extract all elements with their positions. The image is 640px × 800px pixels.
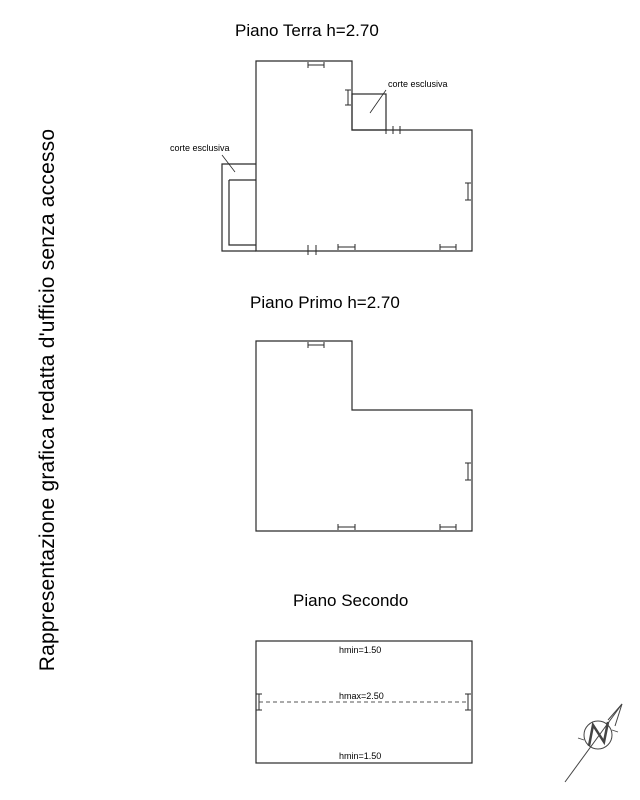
ground-floor-plan — [222, 61, 472, 255]
corte-esclusiva-right-label: corte esclusiva — [388, 79, 448, 89]
hmax-label: hmax=2.50 — [339, 691, 384, 701]
corte-esclusiva-left-area — [222, 164, 256, 251]
ground-floor-openings — [308, 62, 471, 255]
ground-floor-title: Piano Terra h=2.70 — [235, 21, 379, 40]
first-floor-plan — [256, 341, 472, 531]
first-floor-title: Piano Primo h=2.70 — [250, 293, 400, 312]
north-arrow-icon — [565, 704, 622, 782]
hmin-bottom-label: hmin=1.50 — [339, 751, 382, 761]
hmin-top-label: hmin=1.50 — [339, 645, 382, 655]
corte-esclusiva-left-label: corte esclusiva — [170, 143, 230, 153]
second-floor-title: Piano Secondo — [293, 591, 409, 610]
corte-esclusiva-left-inner-wall — [229, 180, 256, 245]
corte-esclusiva-right-area — [352, 94, 386, 130]
first-floor-outline — [256, 341, 472, 531]
second-floor-plan — [256, 641, 472, 763]
drawing-side-title: Rappresentazione grafica redatta d'ufficio senza accesso — [36, 128, 59, 672]
ground-floor-outline — [256, 61, 472, 251]
first-floor-openings — [308, 342, 471, 530]
